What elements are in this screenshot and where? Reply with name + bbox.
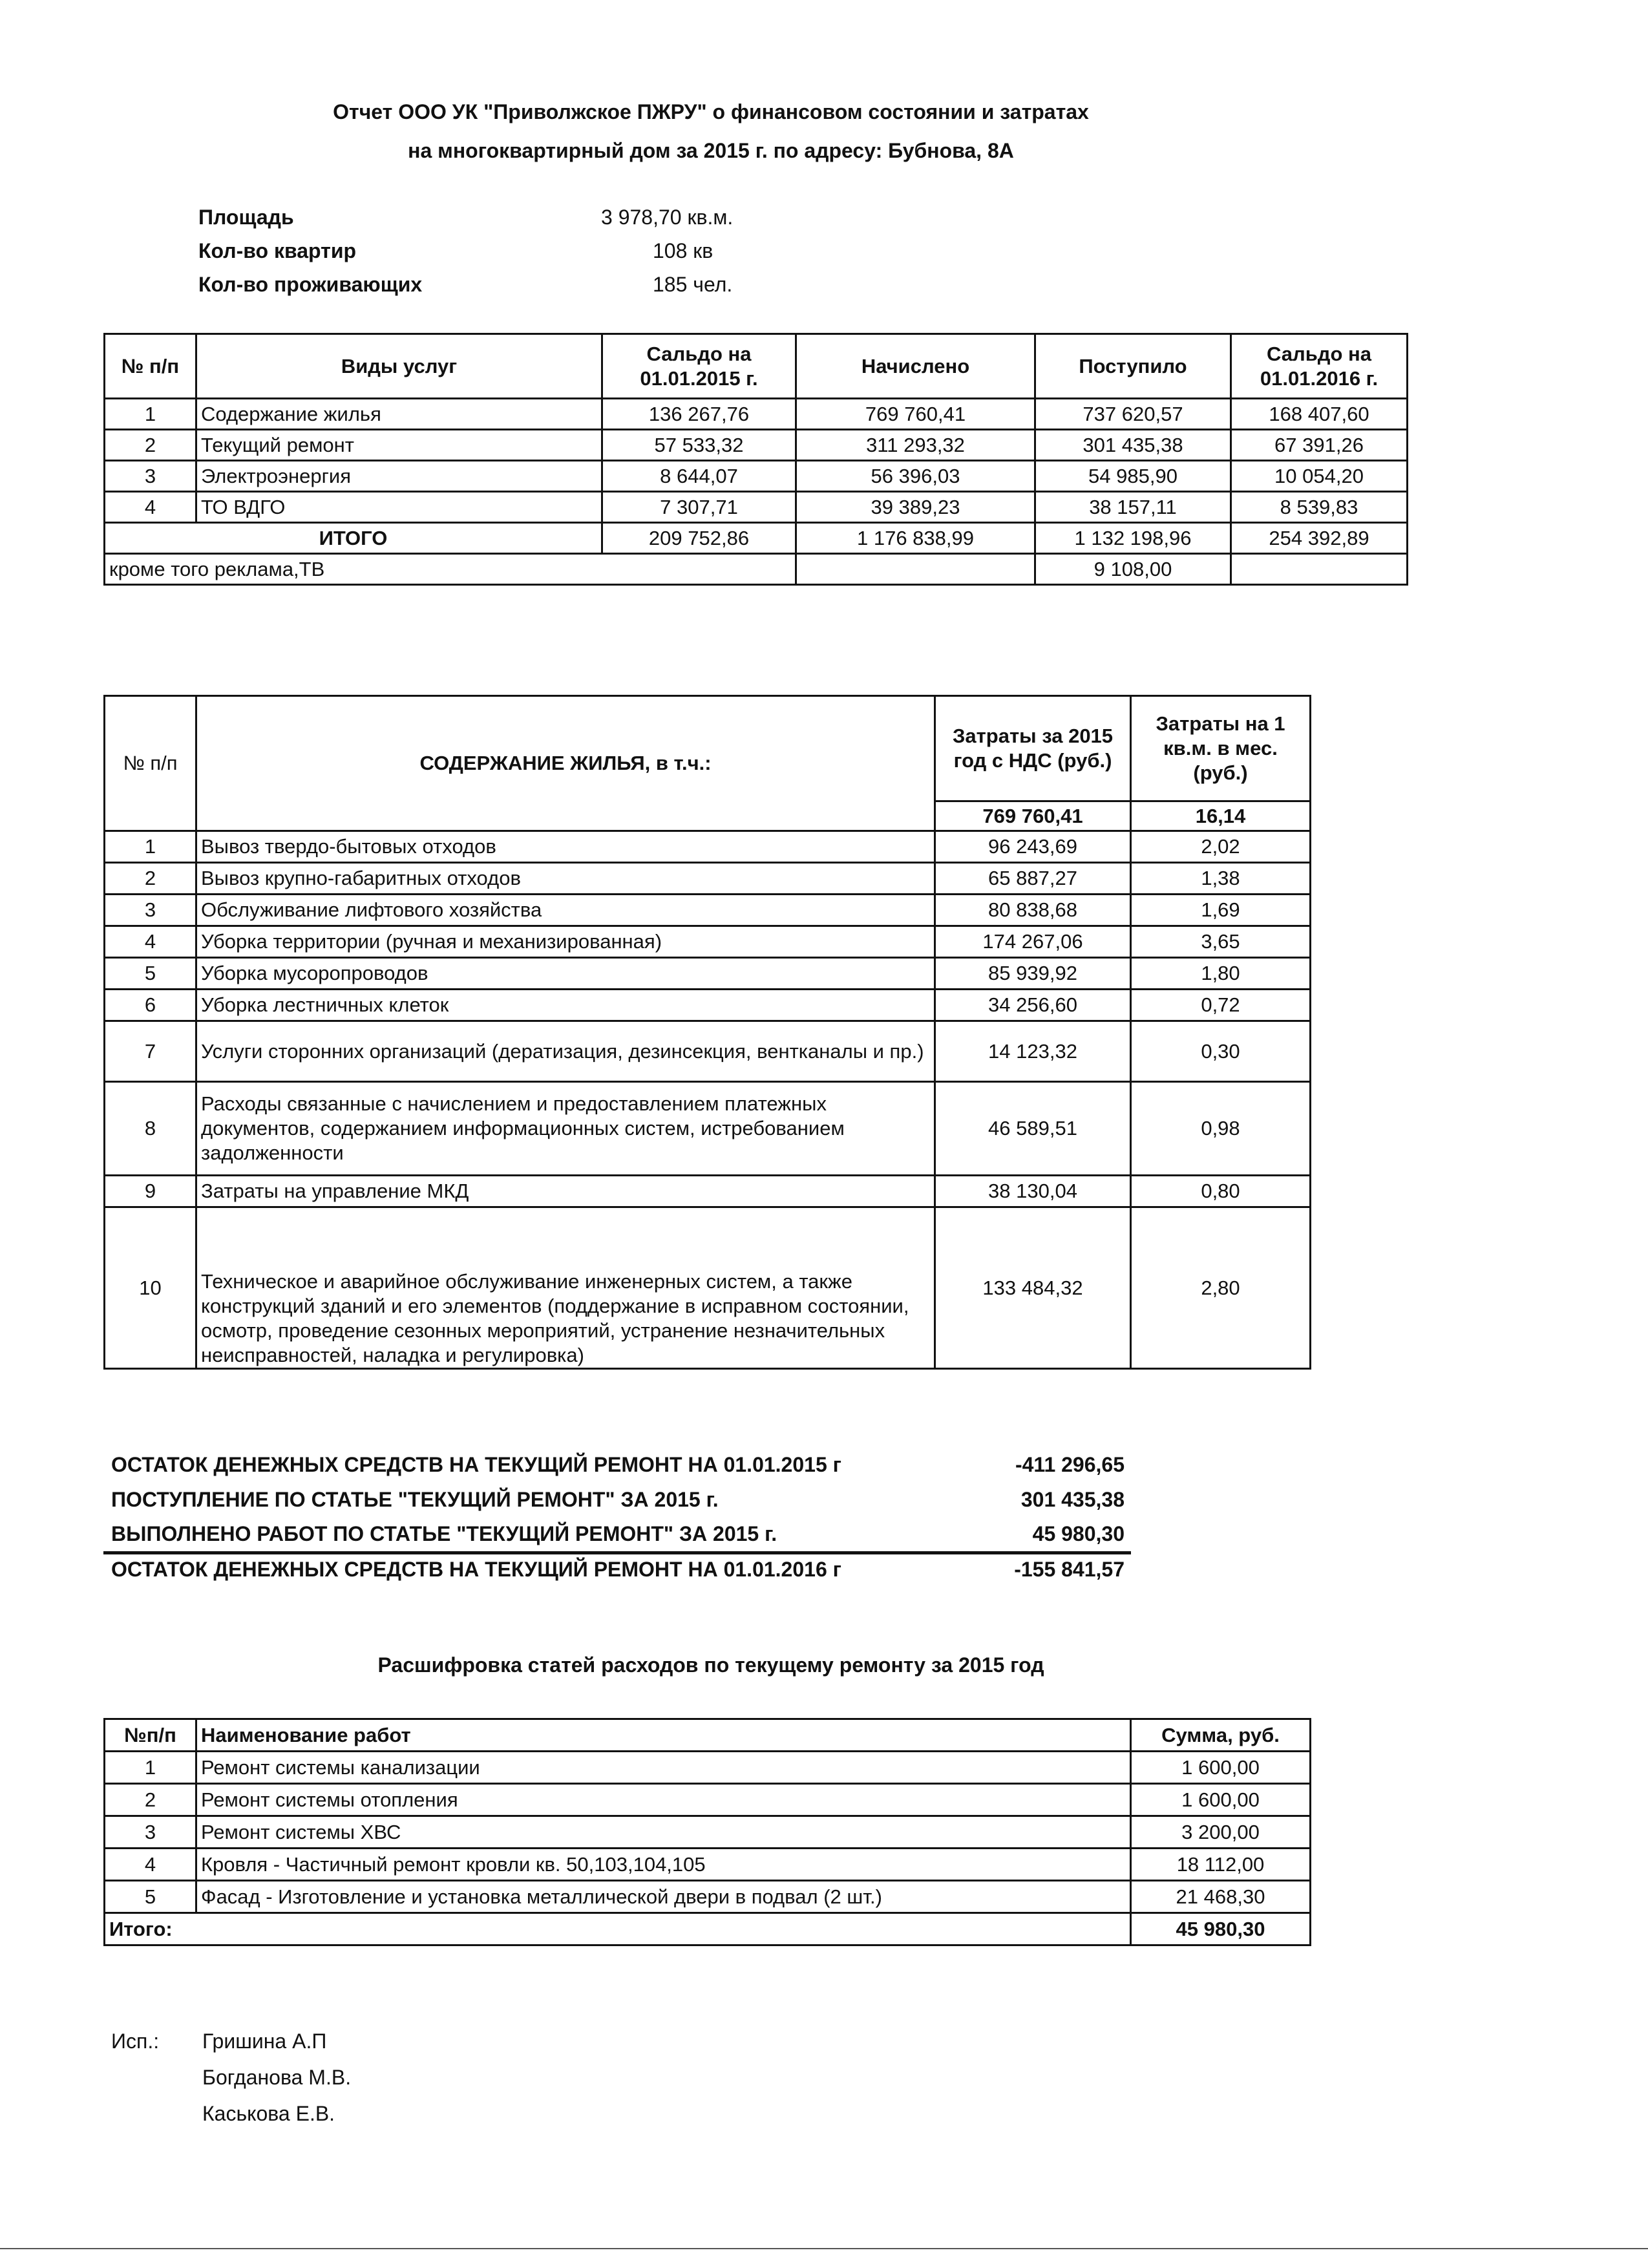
summary-divider (103, 1551, 1131, 1554)
report-title-line2: на многоквартирный дом за 2015 г. по адресу: Бубнова, 8А (408, 139, 1014, 162)
table-row (105, 1752, 1311, 1784)
row-number: 7 (105, 1021, 196, 1082)
maintenance-costs-table (103, 695, 1311, 1370)
extra-received: 9 108,00 (1035, 554, 1231, 585)
table-header-row (105, 334, 1408, 399)
charged: 39 389,23 (796, 492, 1035, 523)
table-header-row (105, 696, 1311, 801)
col-header-number: № п/п (105, 334, 196, 399)
table-header-row (105, 1719, 1311, 1752)
item-per-m2: 3,65 (1131, 926, 1311, 958)
table-row (105, 990, 1311, 1021)
signer-name: Гришина А.П (202, 2030, 327, 2053)
table-row (105, 926, 1311, 958)
work-sum: 1 600,00 (1131, 1752, 1311, 1784)
item-cost: 133 484,32 (935, 1207, 1131, 1369)
row-number: 1 (105, 399, 196, 430)
table-row (105, 1881, 1311, 1913)
total-label: ИТОГО (105, 523, 602, 554)
row-number: 9 (105, 1176, 196, 1207)
item-name: Уборка лестничных клеток (196, 990, 935, 1021)
item-per-m2: 2,80 (1131, 1207, 1311, 1369)
row-number: 5 (105, 1881, 196, 1913)
table-row (105, 1816, 1311, 1849)
item-name: Расходы связанные с начислением и предоставлением платежных документов, содержанием информационных систем, истребованием задолженности (196, 1082, 935, 1176)
table-row (105, 461, 1408, 492)
row-number: 3 (105, 1816, 196, 1849)
row-number: 3 (105, 895, 196, 926)
item-per-m2: 0,72 (1131, 990, 1311, 1021)
table-row (105, 1021, 1311, 1082)
col-header-charged: Начислено (796, 334, 1035, 399)
work-name: Фасад - Изготовление и установка металлической двери в подвал (2 шт.) (196, 1881, 1131, 1913)
repair-balance-start-value: -411 296,65 (1015, 1453, 1125, 1476)
table-row (105, 831, 1311, 863)
apartments-label: Кол-во квартир (198, 239, 357, 262)
item-cost: 38 130,04 (935, 1176, 1131, 1207)
work-name: Ремонт системы ХВС (196, 1816, 1131, 1849)
scan-edge-line (0, 2248, 1648, 2249)
item-per-m2: 0,30 (1131, 1021, 1311, 1082)
total-balance-start: 209 752,86 (602, 523, 796, 554)
repair-income-label: ПОСТУПЛЕНИЕ ПО СТАТЬЕ "ТЕКУЩИЙ РЕМОНТ" ЗА 2015 г. (111, 1488, 719, 1511)
area-label: Площадь (198, 206, 294, 229)
signer-name: Каськова Е.В. (202, 2102, 335, 2125)
table-row (105, 430, 1408, 461)
services-balance-table (103, 333, 1408, 586)
residents-label: Кол-во проживающих (198, 273, 423, 296)
balance-end: 8 539,83 (1231, 492, 1408, 523)
item-per-m2: 2,02 (1131, 831, 1311, 863)
repair-balance-end-value: -155 841,57 (1014, 1558, 1125, 1581)
service-name: Текущий ремонт (196, 430, 602, 461)
extra-row (105, 554, 1408, 585)
row-number: 1 (105, 831, 196, 863)
item-per-m2: 1,69 (1131, 895, 1311, 926)
item-name: Уборка мусоропроводов (196, 958, 935, 990)
total-charged: 1 176 838,99 (796, 523, 1035, 554)
col-header-cost-year: Затраты за 2015 год с НДС (руб.) (935, 696, 1131, 801)
charged: 769 760,41 (796, 399, 1035, 430)
work-sum: 1 600,00 (1131, 1784, 1311, 1816)
apartments-value: 108 кв (653, 239, 713, 262)
item-cost: 80 838,68 (935, 895, 1131, 926)
row-number: 4 (105, 492, 196, 523)
table-row (105, 492, 1408, 523)
repair-balance-start-label: ОСТАТОК ДЕНЕЖНЫХ СРЕДСТВ НА ТЕКУЩИЙ РЕМОНТ НА 01.01.2015 г (111, 1453, 841, 1476)
row-number: 2 (105, 1784, 196, 1816)
extra-label: кроме того реклама,ТВ (105, 554, 796, 585)
row-number: 6 (105, 990, 196, 1021)
balance-end: 168 407,60 (1231, 399, 1408, 430)
item-name: Затраты на управление МКД (196, 1176, 935, 1207)
col-header-sum: Сумма, руб. (1131, 1719, 1311, 1752)
balance-start: 57 533,32 (602, 430, 796, 461)
received: 301 435,38 (1035, 430, 1231, 461)
total-per-m2: 16,14 (1131, 801, 1311, 831)
row-number: 2 (105, 863, 196, 895)
item-cost: 34 256,60 (935, 990, 1131, 1021)
row-number: 4 (105, 1849, 196, 1881)
signer-name: Богданова М.В. (202, 2066, 352, 2089)
table-row (105, 958, 1311, 990)
item-name: Техническое и аварийное обслуживание инженерных систем, а также конструкций зданий и его элементов (поддержание в исправном состоянии, осмотр, проведение сезонных мероприятий, устранение незначительных неисправностей, наладка и регулировка) (196, 1207, 935, 1369)
table-row (105, 1784, 1311, 1816)
table-row (105, 1849, 1311, 1881)
residents-value: 185 чел. (653, 273, 733, 296)
item-name: Вывоз твердо-бытовых отходов (196, 831, 935, 863)
balance-end: 10 054,20 (1231, 461, 1408, 492)
work-sum: 3 200,00 (1131, 1816, 1311, 1849)
work-name: Ремонт системы канализации (196, 1752, 1131, 1784)
row-number: 5 (105, 958, 196, 990)
extra-empty (796, 554, 1035, 585)
service-name: ТО ВДГО (196, 492, 602, 523)
received: 54 985,90 (1035, 461, 1231, 492)
signers-label: Исп.: (111, 2030, 160, 2053)
item-cost: 46 589,51 (935, 1082, 1131, 1176)
row-number: 3 (105, 461, 196, 492)
total-cost: 769 760,41 (935, 801, 1131, 831)
item-cost: 14 123,32 (935, 1021, 1131, 1082)
work-sum: 18 112,00 (1131, 1849, 1311, 1881)
repair-breakdown-title: Расшифровка статей расходов по текущему ремонту за 2015 год (377, 1653, 1044, 1677)
repair-breakdown-table (103, 1718, 1311, 1946)
col-header-service: Виды услуг (196, 334, 602, 399)
total-sum: 45 980,30 (1131, 1913, 1311, 1945)
service-name: Содержание жилья (196, 399, 602, 430)
table-row (105, 1082, 1311, 1176)
col-header-balance-start: Сальдо на 01.01.2015 г. (602, 334, 796, 399)
balance-end: 67 391,26 (1231, 430, 1408, 461)
table-row (105, 863, 1311, 895)
item-name: Обслуживание лифтового хозяйства (196, 895, 935, 926)
repair-income-value: 301 435,38 (1020, 1488, 1125, 1511)
col-header-cost-per-m2: Затраты на 1 кв.м. в мес. (руб.) (1131, 696, 1311, 801)
col-header-number: №п/п (105, 1719, 196, 1752)
item-per-m2: 1,80 (1131, 958, 1311, 990)
work-name: Ремонт системы отопления (196, 1784, 1131, 1816)
table-row (105, 1207, 1311, 1369)
work-sum: 21 468,30 (1131, 1881, 1311, 1913)
total-row (105, 523, 1408, 554)
total-row (105, 1913, 1311, 1945)
report-title-line1: Отчет ООО УК "Приволжское ПЖРУ" о финансовом состоянии и затратах (333, 100, 1089, 123)
row-number: 10 (105, 1207, 196, 1369)
balance-start: 7 307,71 (602, 492, 796, 523)
balance-start: 8 644,07 (602, 461, 796, 492)
charged: 56 396,03 (796, 461, 1035, 492)
received: 737 620,57 (1035, 399, 1231, 430)
col-header-received: Поступило (1035, 334, 1231, 399)
item-per-m2: 0,80 (1131, 1176, 1311, 1207)
row-number: 2 (105, 430, 196, 461)
work-name: Кровля - Частичный ремонт кровли кв. 50,103,104,105 (196, 1849, 1131, 1881)
row-number: 8 (105, 1082, 196, 1176)
balance-start: 136 267,76 (602, 399, 796, 430)
area-value: 3 978,70 кв.м. (601, 206, 734, 229)
item-name: Услуги сторонних организаций (дератизация, дезинсекция, вентканалы и пр.) (196, 1021, 935, 1082)
item-cost: 65 887,27 (935, 863, 1131, 895)
item-cost: 96 243,69 (935, 831, 1131, 863)
total-label: Итого: (105, 1913, 1131, 1945)
col-header-balance-end: Сальдо на 01.01.2016 г. (1231, 334, 1408, 399)
repair-work-done-label: ВЫПОЛНЕНО РАБОТ ПО СТАТЬЕ "ТЕКУЩИЙ РЕМОНТ" ЗА 2015 г. (111, 1522, 777, 1545)
repair-work-done-value: 45 980,30 (1032, 1522, 1125, 1545)
item-name: Уборка территории (ручная и механизированная) (196, 926, 935, 958)
item-cost: 85 939,92 (935, 958, 1131, 990)
extra-empty (1231, 554, 1408, 585)
item-name: Вывоз крупно-габаритных отходов (196, 863, 935, 895)
total-balance-end: 254 392,89 (1231, 523, 1408, 554)
row-number: 1 (105, 1752, 196, 1784)
row-number: 4 (105, 926, 196, 958)
service-name: Электроэнергия (196, 461, 602, 492)
col-header-maintenance: СОДЕРЖАНИЕ ЖИЛЬЯ, в т.ч.: (196, 696, 935, 831)
received: 38 157,11 (1035, 492, 1231, 523)
total-received: 1 132 198,96 (1035, 523, 1231, 554)
table-row (105, 895, 1311, 926)
repair-balance-end-label: ОСТАТОК ДЕНЕЖНЫХ СРЕДСТВ НА ТЕКУЩИЙ РЕМОНТ НА 01.01.2016 г (111, 1558, 841, 1581)
table-row (105, 1176, 1311, 1207)
col-header-number: № п/п (105, 696, 196, 831)
charged: 311 293,32 (796, 430, 1035, 461)
item-cost: 174 267,06 (935, 926, 1131, 958)
table-row (105, 399, 1408, 430)
item-per-m2: 1,38 (1131, 863, 1311, 895)
item-per-m2: 0,98 (1131, 1082, 1311, 1176)
col-header-work: Наименование работ (196, 1719, 1131, 1752)
